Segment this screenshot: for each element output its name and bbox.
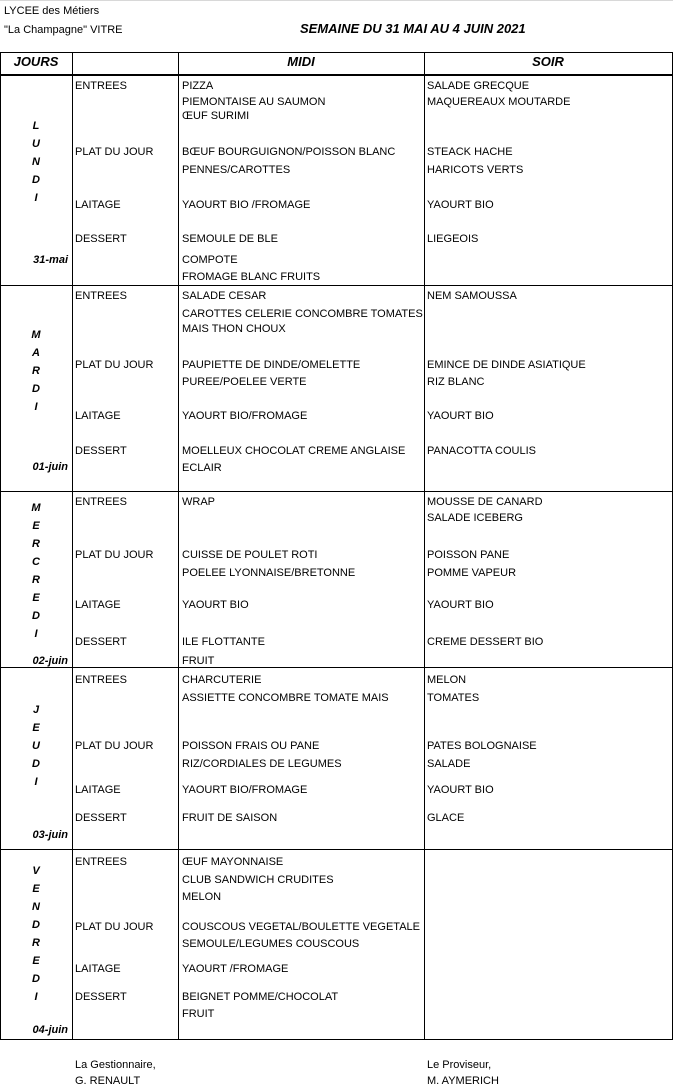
- soir-dish: EMINCE DE DINDE ASIATIQUE: [427, 359, 586, 371]
- midi-dish: PIZZA: [182, 80, 214, 92]
- day-name-letters: [0, 701, 72, 791]
- soir-dish: LIEGEOIS: [427, 233, 479, 245]
- category-label-plat: PLAT DU JOUR: [75, 146, 154, 158]
- midi-dish: PENNES/CAROTTES: [182, 164, 291, 176]
- category-label-entrees: ENTREES: [75, 856, 127, 868]
- day-date: 01-juin: [32, 461, 68, 473]
- midi-dish: CAROTTES CELERIE CONCOMBRE TOMATES: [182, 308, 423, 320]
- table-top-border: [0, 52, 672, 53]
- soir-dish: SALADE GRECQUE: [427, 80, 530, 92]
- day-letter: E: [32, 591, 40, 604]
- day-letter: A: [32, 346, 40, 359]
- midi-dish: ŒUF SURIMI: [182, 110, 250, 122]
- soir-dish: NEM SAMOUSSA: [427, 290, 517, 302]
- day-letter: R: [32, 573, 40, 586]
- header-separator: [0, 74, 672, 76]
- day-letter: D: [32, 609, 40, 622]
- midi-dish: YAOURT BIO/FROMAGE: [182, 784, 308, 796]
- day-letter: J: [32, 703, 40, 716]
- column-divider: [72, 52, 73, 1040]
- day-letter: D: [32, 382, 40, 395]
- soir-dish: YAOURT BIO: [427, 199, 494, 211]
- midi-dish: MOELLEUX CHOCOLAT CREME ANGLAISE: [182, 445, 406, 457]
- day-letter: I: [34, 775, 38, 788]
- gestionnaire-title: La Gestionnaire,: [75, 1059, 156, 1071]
- soir-dish: POMME VAPEUR: [427, 567, 517, 579]
- week-title: SEMAINE DU 31 MAI AU 4 JUIN 2021: [300, 21, 526, 36]
- soir-dish: YAOURT BIO: [427, 784, 494, 796]
- midi-dish: COMPOTE: [182, 254, 238, 266]
- soir-dish: STEACK HACHE: [427, 146, 513, 158]
- midi-dish: SEMOULE/LEGUMES COUSCOUS: [182, 938, 360, 950]
- day-separator: [0, 285, 672, 286]
- column-divider: [178, 52, 179, 1040]
- midi-dish: PAUPIETTE DE DINDE/OMELETTE: [182, 359, 361, 371]
- soir-dish: GLACE: [427, 812, 465, 824]
- midi-dish: PIEMONTAISE AU SAUMON: [182, 96, 326, 108]
- soir-dish: MOUSSE DE CANARD: [427, 496, 543, 508]
- soir-dish: SALADE ICEBERG: [427, 512, 523, 524]
- proviseur-name: M. AYMERICH: [427, 1075, 499, 1087]
- midi-dish: RIZ/CORDIALES DE LEGUMES: [182, 758, 342, 770]
- midi-dish: MAIS THON CHOUX: [182, 323, 286, 335]
- column-header-soir: SOIR: [532, 54, 564, 69]
- column-header-midi: MIDI: [287, 54, 315, 69]
- soir-dish: PATES BOLOGNAISE: [427, 740, 537, 752]
- school-town: "La Champagne" VITRE: [4, 24, 123, 36]
- day-letter: L: [32, 120, 40, 132]
- soir-dish: MELON: [427, 674, 467, 686]
- day-letter: I: [34, 400, 38, 413]
- category-label-laitage: LAITAGE: [75, 410, 121, 422]
- day-separator: [0, 849, 672, 850]
- day-letter: U: [32, 138, 40, 150]
- midi-dish: YAOURT BIO: [182, 599, 249, 611]
- category-label-plat: PLAT DU JOUR: [75, 740, 154, 752]
- midi-dish: FROMAGE BLANC FRUITS: [182, 271, 321, 283]
- midi-dish: FRUIT: [182, 655, 215, 667]
- midi-dish: POELEE LYONNAISE/BRETONNE: [182, 567, 356, 579]
- category-label-entrees: ENTREES: [75, 290, 127, 302]
- column-divider: [424, 52, 425, 1040]
- day-separator: [0, 667, 672, 668]
- signature-gestionnaire: [75, 1057, 156, 1089]
- midi-dish: FRUIT DE SAISON: [182, 812, 278, 824]
- midi-dish: ASSIETTE CONCOMBRE TOMATE MAIS: [182, 692, 389, 704]
- midi-dish: CLUB SANDWICH CRUDITES: [182, 874, 334, 886]
- soir-dish: MAQUEREAUX MOUTARDE: [427, 96, 571, 108]
- day-letter: M: [31, 328, 41, 341]
- day-date: 02-juin: [32, 655, 68, 667]
- column-header-jours: JOURS: [13, 54, 59, 69]
- day-letter: R: [32, 364, 40, 377]
- category-label-entrees: ENTREES: [75, 80, 127, 92]
- midi-dish: PUREE/POELEE VERTE: [182, 376, 307, 388]
- top-border: [0, 0, 673, 1]
- signature-proviseur: [427, 1057, 499, 1089]
- day-letter: N: [32, 156, 40, 168]
- soir-dish: CREME DESSERT BIO: [427, 636, 544, 648]
- day-letter: R: [32, 537, 40, 550]
- day-date: 31-mai: [33, 254, 68, 266]
- menu-table: [0, 52, 673, 1040]
- day-letter: E: [32, 955, 40, 967]
- midi-dish: ILE FLOTTANTE: [182, 636, 265, 648]
- soir-dish: POISSON PANE: [427, 549, 510, 561]
- school-name: LYCEE des Métiers: [4, 5, 100, 17]
- day-letter: D: [32, 174, 40, 186]
- category-label-laitage: LAITAGE: [75, 963, 121, 975]
- category-label-entrees: ENTREES: [75, 674, 127, 686]
- midi-dish: ECLAIR: [182, 462, 222, 474]
- day-letter: R: [32, 937, 40, 949]
- midi-dish: SALADE CESAR: [182, 290, 267, 302]
- category-label-plat: PLAT DU JOUR: [75, 359, 154, 371]
- midi-dish: POISSON FRAIS OU PANE: [182, 740, 320, 752]
- midi-dish: WRAP: [182, 496, 215, 508]
- midi-dish: BŒUF BOURGUIGNON/POISSON BLANC: [182, 146, 396, 158]
- day-letter: V: [32, 865, 40, 877]
- soir-dish: YAOURT BIO: [427, 599, 494, 611]
- category-label-plat: PLAT DU JOUR: [75, 549, 154, 561]
- category-label-laitage: LAITAGE: [75, 599, 121, 611]
- day-letter: E: [32, 721, 40, 734]
- day-letter: U: [32, 739, 40, 752]
- day-letter: E: [32, 519, 40, 532]
- day-name-letters: [0, 326, 72, 416]
- midi-dish: BEIGNET POMME/CHOCOLAT: [182, 991, 339, 1003]
- category-label-plat: PLAT DU JOUR: [75, 921, 154, 933]
- midi-dish: SEMOULE DE BLE: [182, 233, 278, 245]
- day-letter: E: [32, 883, 40, 895]
- day-name-letters: [0, 862, 72, 1006]
- day-name-letters: [0, 499, 72, 643]
- category-label-dessert: DESSERT: [75, 233, 127, 245]
- day-letter: I: [34, 991, 38, 1003]
- midi-dish: YAOURT /FROMAGE: [182, 963, 289, 975]
- day-separator: [0, 491, 672, 492]
- category-label-dessert: DESSERT: [75, 636, 127, 648]
- midi-dish: COUSCOUS VEGETAL/BOULETTE VEGETALE: [182, 921, 420, 933]
- day-letter: N: [32, 901, 40, 913]
- category-label-dessert: DESSERT: [75, 991, 127, 1003]
- midi-dish: CHARCUTERIE: [182, 674, 262, 686]
- category-label-dessert: DESSERT: [75, 445, 127, 457]
- midi-dish: YAOURT BIO /FROMAGE: [182, 199, 311, 211]
- soir-dish: SALADE: [427, 758, 471, 770]
- soir-dish: YAOURT BIO: [427, 410, 494, 422]
- midi-dish: ŒUF MAYONNAISE: [182, 856, 284, 868]
- day-letter: D: [32, 919, 40, 931]
- day-separator: [0, 1039, 672, 1040]
- soir-dish: TOMATES: [427, 692, 480, 704]
- day-date: 03-juin: [32, 829, 68, 841]
- proviseur-title: Le Proviseur,: [427, 1059, 492, 1071]
- day-letter: M: [31, 501, 41, 514]
- day-date: 04-juin: [32, 1024, 68, 1036]
- day-letter: I: [34, 627, 38, 640]
- midi-dish: CUISSE DE POULET ROTI: [182, 549, 318, 561]
- category-label-laitage: LAITAGE: [75, 199, 121, 211]
- midi-dish: YAOURT BIO/FROMAGE: [182, 410, 308, 422]
- midi-dish: MELON: [182, 891, 222, 903]
- category-label-entrees: ENTREES: [75, 496, 127, 508]
- category-label-dessert: DESSERT: [75, 812, 127, 824]
- midi-dish: FRUIT: [182, 1008, 215, 1020]
- day-letter: D: [32, 757, 40, 770]
- gestionnaire-name: G. RENAULT: [75, 1075, 141, 1087]
- soir-dish: PANACOTTA COULIS: [427, 445, 537, 457]
- day-letter: C: [32, 555, 40, 568]
- day-letter: I: [34, 192, 38, 204]
- soir-dish: HARICOTS VERTS: [427, 164, 524, 176]
- day-name-letters: [0, 117, 72, 207]
- day-letter: D: [32, 973, 40, 985]
- soir-dish: RIZ BLANC: [427, 376, 485, 388]
- category-label-laitage: LAITAGE: [75, 784, 121, 796]
